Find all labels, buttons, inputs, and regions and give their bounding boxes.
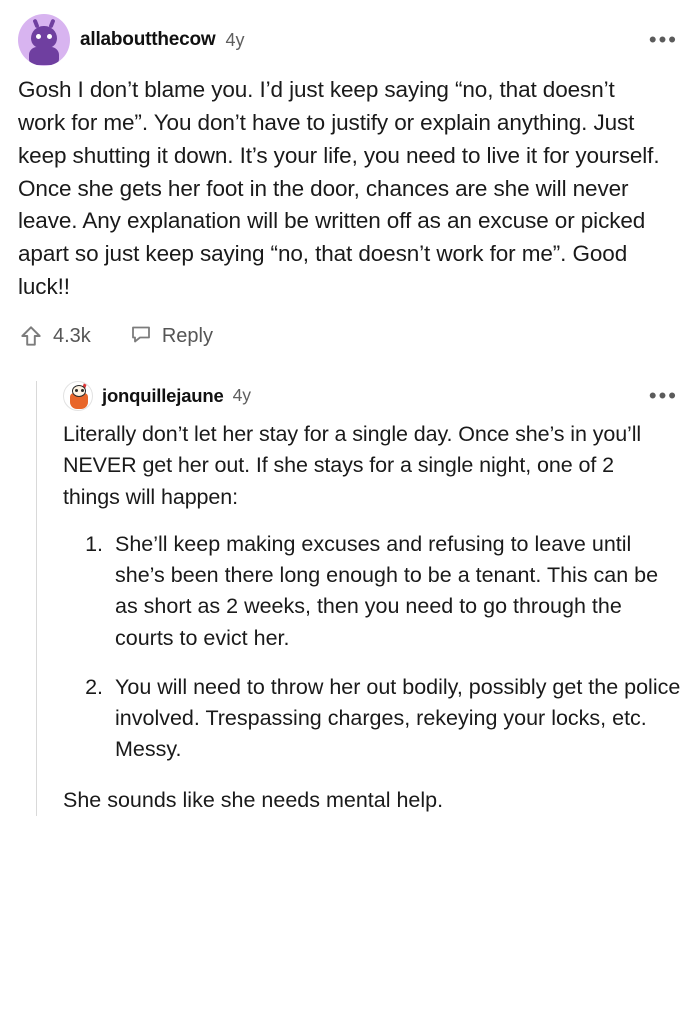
- reply-button[interactable]: [129, 322, 213, 351]
- more-options-icon[interactable]: •••: [648, 382, 678, 408]
- upvote-arrow-icon[interactable]: [18, 323, 44, 349]
- list-item: 1. She’ll keep making excuses and refusing to leave until she’s been there long enough to be a tenant. This can be as short as 2 weeks, then you need to go through the courts to evict her.: [109, 529, 682, 654]
- reply-age: 4y: [232, 385, 252, 406]
- reply-label: Reply: [161, 324, 213, 347]
- upvote-count: 4.3k: [53, 324, 91, 347]
- reply-username[interactable]: jonquillejaune: [102, 384, 224, 406]
- comment-header: [18, 14, 682, 70]
- cuphead-avatar-icon[interactable]: [63, 381, 93, 411]
- list-item: 2. You will need to throw her out bodily, possibly get the police involved. Trespassing charges, rekeying your locks, etc. Messy.: [109, 672, 682, 766]
- reply-header: [63, 381, 682, 413]
- comment-body: Gosh I don’t blame you. I’d just keep saying “no, that doesn’t work for me”. You don’t have to justify or explain anything. Just keep shutting it down. It’s your life, you need to live it for yourself. Once she gets her foot in the door, chances are she will never leave. Any explanation will be written off as an excuse or picked apart so just keep saying “no, that doesn’t work for me”. Good luck!!: [18, 77, 660, 300]
- more-options-icon[interactable]: •••: [648, 27, 678, 52]
- reply-intro-text: Literally don’t let her stay for a single day. Once she’s in you’ll NEVER get her out. If she stays for a single night, one of 2 things will happen:: [63, 421, 642, 509]
- comment-age: 4y: [225, 29, 245, 50]
- snoo-avatar-icon[interactable]: [18, 14, 70, 66]
- upvote-group[interactable]: [18, 323, 91, 349]
- reply-list: [63, 529, 682, 765]
- nested-reply: [36, 381, 682, 817]
- reply-closing-text: She sounds like she needs mental help.: [63, 788, 444, 813]
- comment-actions: [18, 304, 682, 361]
- comment: [18, 14, 682, 361]
- comment-bubble-icon: [129, 322, 153, 351]
- comment-username[interactable]: allaboutthecow: [80, 29, 216, 50]
